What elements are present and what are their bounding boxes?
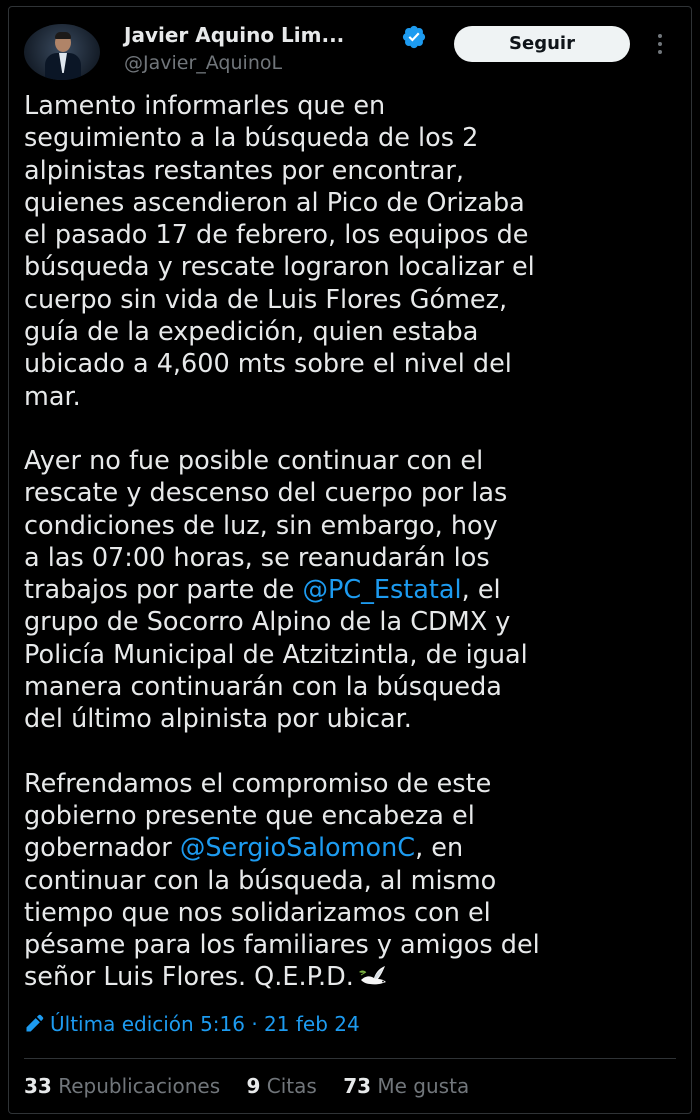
stat-label: Republicaciones: [58, 1074, 221, 1098]
stat-label: Me gusta: [377, 1074, 470, 1098]
text-line: condiciones de luz, sin embargo, hoy: [24, 510, 498, 541]
text-fragment: , el: [461, 575, 501, 606]
text-line: grupo de Socorro Alpino de la CDMX y: [24, 607, 511, 638]
tweet-header: [24, 20, 674, 84]
divider: [24, 1058, 676, 1059]
text-line: continuar con la búsqueda, al mismo: [24, 865, 497, 896]
text-line: seguimiento a la búsqueda de los 2: [24, 123, 479, 154]
verified-badge-icon: [401, 24, 427, 50]
text-line: Policía Municipal de Atzitzintla, de igual: [24, 639, 528, 670]
more-options-icon[interactable]: [650, 30, 670, 60]
follow-button[interactable]: Seguir: [454, 26, 630, 62]
text-line: manera continuarán con la búsqueda: [24, 672, 502, 703]
text-line: gobierno presente que encabeza el: [24, 800, 475, 831]
text-line-with-mention: [24, 832, 674, 864]
text-line: ubicado a 4,600 mts sobre el nivel del: [24, 349, 512, 380]
text-line: Lamento informarles que en: [24, 91, 386, 121]
text-line: guía de la expedición, quien estaba: [24, 317, 479, 348]
text-line: cuerpo sin vida de Luis Flores Gómez,: [24, 284, 508, 315]
stat-likes[interactable]: [343, 1074, 469, 1098]
text-line: pésame para los familiares y amigos del: [24, 930, 540, 961]
pencil-icon: [24, 1014, 44, 1034]
edit-info-text: Última edición 5:16 · 21 feb 24: [50, 1012, 360, 1036]
text-line: mar.: [24, 381, 81, 412]
tweet-paragraph: [24, 90, 674, 413]
text-line-last: [24, 961, 674, 993]
stat-count: 33: [24, 1074, 52, 1098]
mention-link-pc-estatal[interactable]: @PC_Estatal: [302, 575, 462, 606]
dove-icon: [358, 963, 388, 989]
tweet-paragraph: [24, 445, 674, 736]
stat-count: 73: [343, 1074, 372, 1098]
author-display-name[interactable]: Javier Aquino Lim...: [124, 23, 345, 47]
text-line: a las 07:00 horas, se reanudarán los: [24, 542, 490, 573]
text-line: Refrendamos el compromiso de este: [24, 768, 492, 799]
stat-reposts[interactable]: [24, 1074, 220, 1098]
text-line-with-mention: [24, 574, 674, 606]
text-line: búsqueda y rescate lograron localizar el: [24, 252, 535, 283]
text-line: del último alpinista por ubicar.: [24, 704, 412, 735]
text-line: rescate y descenso del cuerpo por las: [24, 478, 508, 509]
author-handle[interactable]: @Javier_AquinoL: [124, 52, 283, 74]
tweet-text: [24, 90, 674, 1026]
tweet-paragraph: [24, 768, 674, 994]
mention-link-sergiosalomonc[interactable]: @SergioSalomonC: [179, 833, 416, 864]
text-fragment: señor Luis Flores. Q.E.P.D.: [24, 962, 354, 993]
text-line: alpinistas restantes por encontrar,: [24, 155, 464, 186]
text-line: el pasado 17 de febrero, los equipos de: [24, 220, 529, 251]
text-line: quienes ascendieron al Pico de Orizaba: [24, 187, 525, 218]
text-fragment: , en: [415, 833, 464, 864]
text-line: Ayer no fue posible continuar con el: [24, 445, 484, 476]
text-line: tiempo que nos solidarizamos con el: [24, 897, 491, 928]
avatar[interactable]: [24, 24, 100, 80]
stat-count: 9: [246, 1074, 261, 1098]
tweet-stats: [24, 1074, 489, 1104]
edit-history-link[interactable]: [24, 1012, 360, 1042]
stat-quotes[interactable]: [247, 1074, 317, 1098]
stat-label: Citas: [266, 1074, 317, 1098]
text-fragment: gobernador: [24, 833, 180, 864]
text-fragment: trabajos por parte de: [24, 575, 303, 606]
